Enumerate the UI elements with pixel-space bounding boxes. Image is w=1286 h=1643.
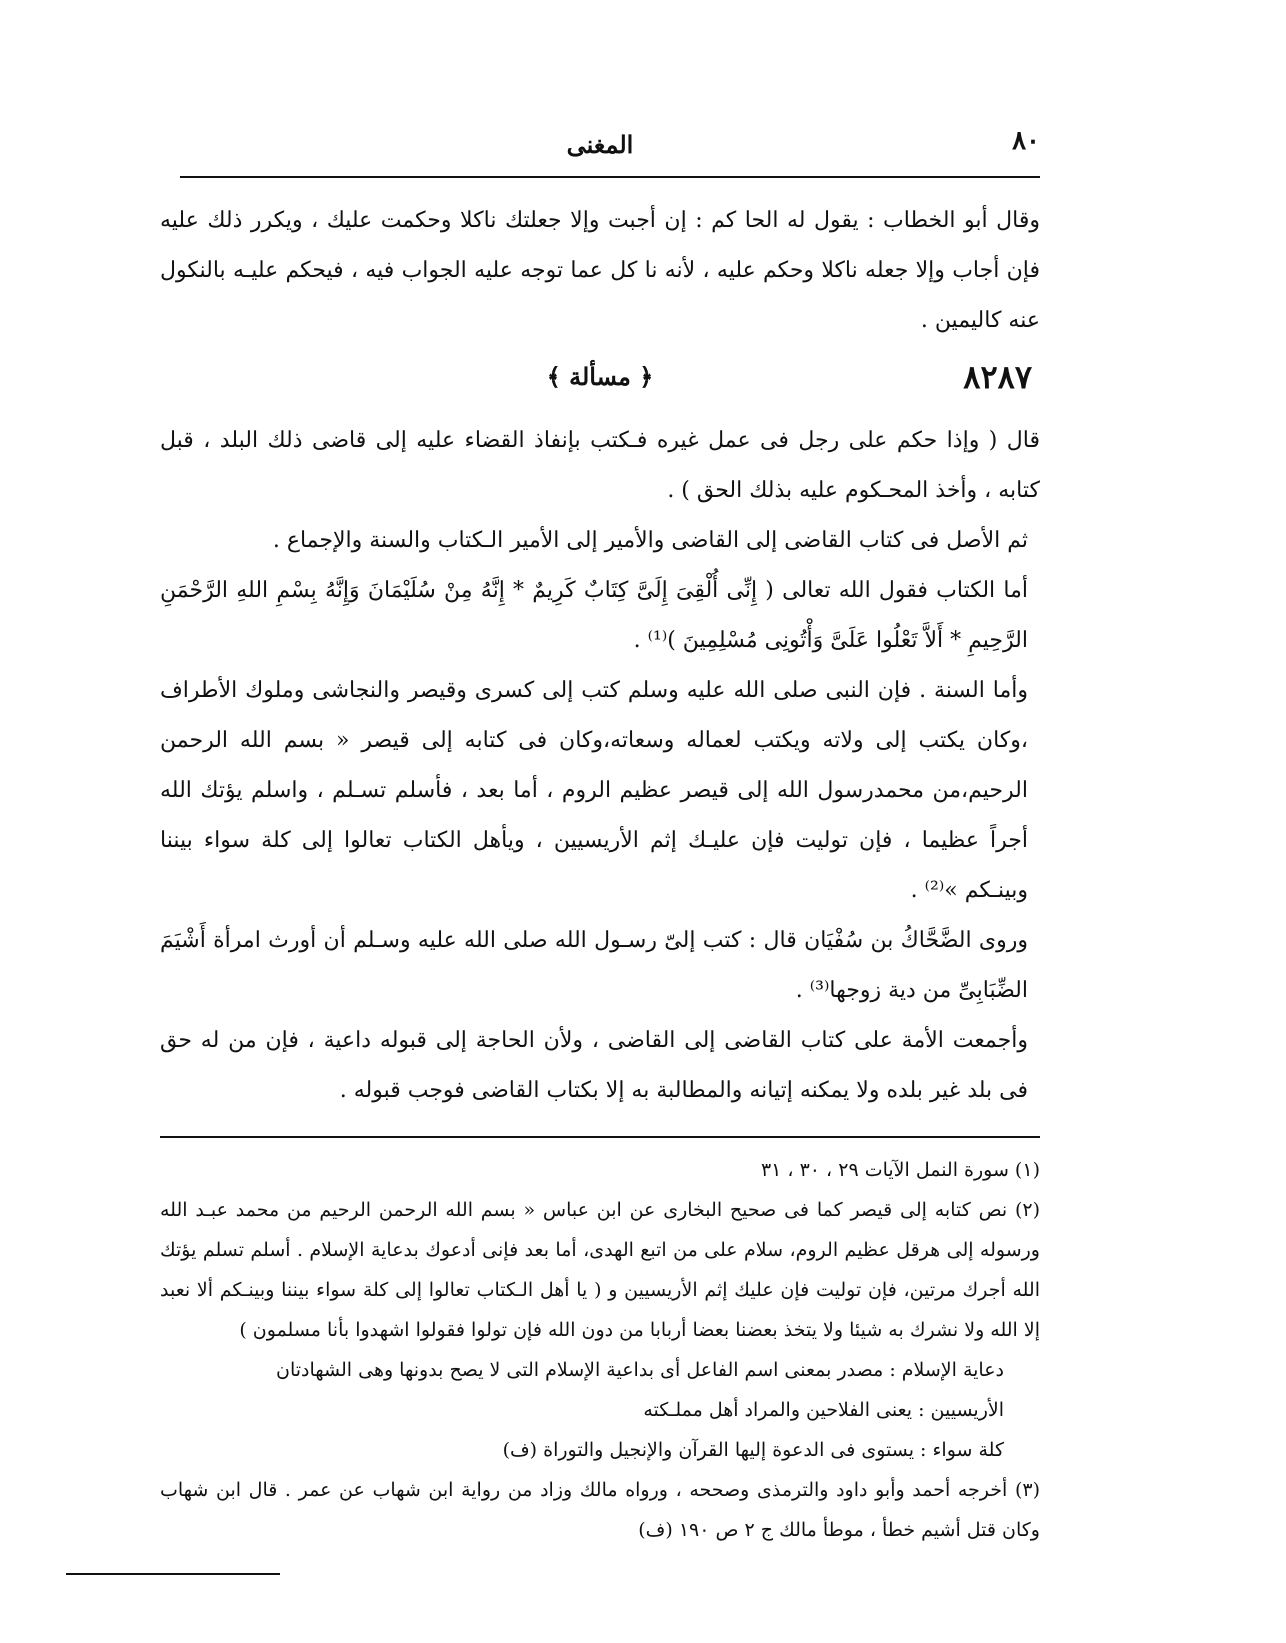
page-number: ٨٠ <box>1012 126 1040 156</box>
paragraph-intro: وقال أبو الخطاب : يقول له الحا كم : إن أجبت وإلا جعلتك ناكلا وحكمت عليك ، ويكرر ذلك عليه فإن أجاب وإلا جعله ناكلا وحكم عليه ، لأنه نا كل عما توجه عليه الجواب فيه ، فيحكم عليـه بالنكول عنه كاليمين . <box>160 208 1040 333</box>
footnote-2: (٢) نص كتابه إلى قيصر كما فى صحيح البخارى عن ابن عباس « بسم الله الرحمن الرحيم من محمد عبـد الله ورسوله إلى هرقل عظيم الروم، سلام على من اتبع الهدى، أما بعد فإنى أدعوك بدعاية الإسلام . أسلم تسلم يؤتك الله أجرك مرتين، فإن توليت فإن عليك إثم الأريسيين و ( يا أهل الـكتاب تعالوا إلى كلة سواء بيننا وبينـكم ألا نعبد إلا الله ولا نشرك به شيئا ولا يتخذ بعضنا بعضا أربابا من دون الله فإن تولوا فقولوا اشهدوا بأنا مسلمون ) <box>160 1199 1040 1341</box>
running-title: المغنى <box>566 130 634 159</box>
footnote-rule <box>160 1136 1040 1138</box>
bottom-rule <box>66 1573 280 1575</box>
footnote-note-arisiyyin: الأريسيين : يعنى الفلاحين والمراد أهل مملـكته <box>643 1399 1004 1421</box>
header-rule <box>180 176 1040 178</box>
issue-title: ﴿ مسألة ﴾ <box>546 362 654 391</box>
footnote-note-kalima: كلة سواء : يستوى فى الدعوة إليها القرآن والإنجيل والتوراة (ف) <box>502 1439 1004 1461</box>
paragraph-quran: أما الكتاب فقول الله تعالى ( إِنِّى أُلْقِىَ إِلَىَّ كِتَابٌ كَرِيمٌ * إِنَّهُ مِنْ سُلَيْمَانَ وَإِنَّهُ بِسْمِ اللهِ الرَّحْمَنِ الرَّحِيمِ * أَلاَّ تَعْلُوا عَلَىَّ وَأْتُونِى مُسْلِمِينَ )⁽¹⁾ . <box>160 578 1028 653</box>
footnote-1: (١) سورة النمل الآيات ٢٩ ، ٣٠ ، ٣١ <box>760 1159 1040 1181</box>
paragraph-sunnah: وأما السنة . فإن النبى صلى الله عليه وسلم كتب إلى كسرى وقيصر والنجاشى وملوك الأطراف ،وكان يكتب إلى ولاته ويكتب لعماله وسعاته،وكان فى كتابه إلى قيصر « بسم الله الرحمن الرحيم،من محمدرسول الله إلى قيصر عظيم الروم ، أما بعد ، فأسلم تسـلم ، واسلم يؤتك الله أجراً عظيما ، فإن توليت فإن عليـك إثم الأريسيين ، ويأهل الكتاب تعالوا إلى كلة سواء بيننا وبينـكم »⁽²⁾ . <box>160 678 1028 903</box>
book-page <box>160 112 1040 1550</box>
paragraph-text-ruling: قال ( وإذا حكم على رجل فى عمل غيره فـكتب بإنفاذ القضاء عليه إلى قاضى ذلك البلد ، قبل كتابه ، وأخذ المحـكوم عليه بذلك الحق ) . <box>160 428 1040 503</box>
issue-heading <box>160 352 1040 408</box>
paragraph-consensus: وأجمعت الأمة على كتاب القاضى إلى القاضى ، ولأن الحاجة إلى قبوله داعية ، فإن من له حق فى بلد غير بلده ولا يمكنه إتيانه والمطالبة به إلا بكتاب القاضى فوجب قبوله . <box>160 1028 1028 1103</box>
footnote-3: (٣) أخرجه أحمد وأبو داود والترمذى وصححه ، ورواه مالك وزاد من رواية ابن شهاب عن عمر . قال ابن شهاب وكان قتل أشيم خطأ ، موطأ مالك ج ٢ ص ١٩٠ (ف) <box>160 1479 1040 1541</box>
paragraph-dahhak: وروى الضَّحَّاكُ بن سُفْيَان قال : كتب إلىّ رسـول الله صلى الله عليه وسـلم أن أورث امرأة أَشْيَمَ الضِّبَابِىِّ من دية زوجها⁽³⁾ . <box>160 928 1028 1003</box>
issue-number: ٨٢٨٧ <box>963 358 1032 396</box>
footnote-note-daaya: دعاية الإسلام : مصدر بمعنى اسم الفاعل أى بداعية الإسلام التى لا يصح بدونها وهى الشهادتان <box>276 1359 1004 1381</box>
paragraph-sources: ثم الأصل فى كتاب القاضى إلى القاضى والأمير إلى الأمير الـكتاب والسنة والإجماع . <box>272 528 1028 553</box>
page-header <box>160 112 1040 168</box>
